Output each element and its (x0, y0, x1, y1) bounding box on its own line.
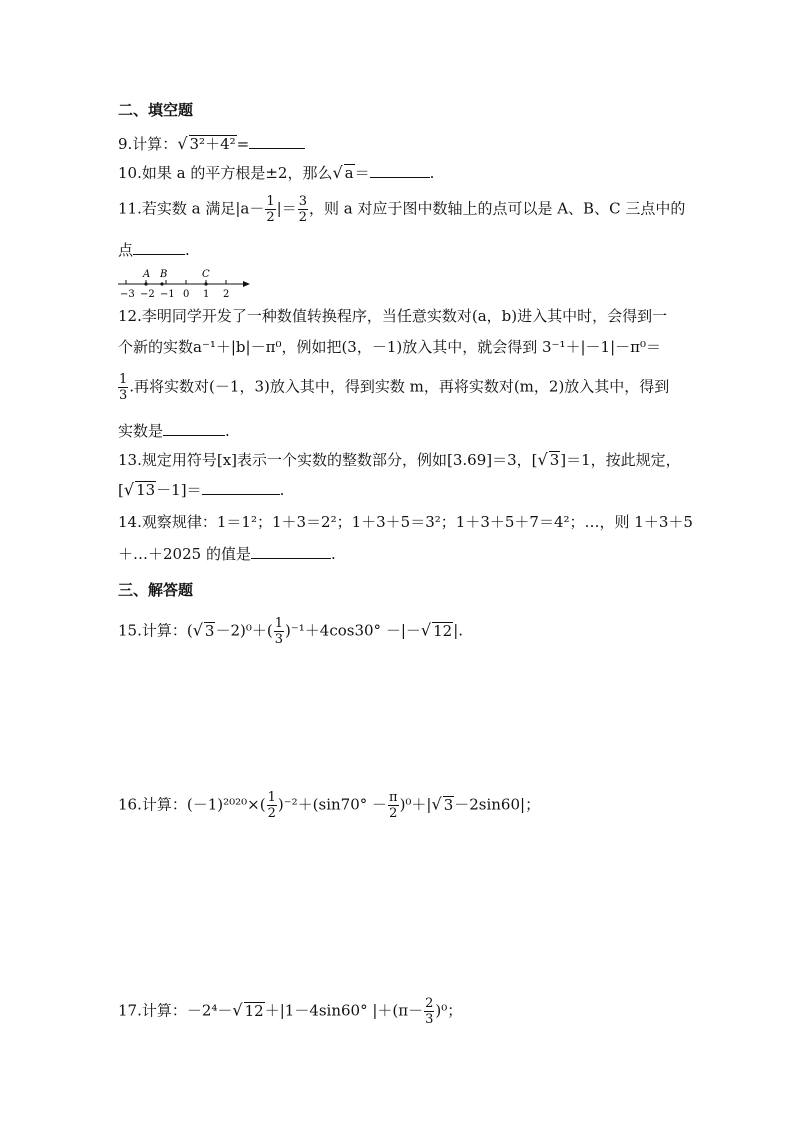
q14-line2-prefix: ＋…＋2025 的值是 (118, 545, 251, 563)
fraction (118, 372, 128, 403)
question-17 (118, 996, 462, 1027)
question-12-line2: 个新的实数a⁻¹＋|b|－π⁰，例如把(3，－1)放入其中，就会得到 3⁻¹＋|－1|－π⁰＝ (118, 338, 662, 356)
fraction-denominator: 2 (266, 210, 275, 225)
point-label-a: A (143, 269, 151, 280)
q12-line4-prefix: 实数是 (118, 422, 164, 440)
question-16 (118, 790, 540, 821)
q16-radicand: 3 (443, 795, 454, 814)
q13-radicand2: 13 (136, 481, 156, 499)
point-c-dot (204, 282, 207, 285)
section-title-fill-blank: 二、填空题 (118, 101, 194, 119)
question-15 (118, 616, 463, 647)
answer-blank[interactable] (163, 421, 225, 436)
q15-part4: |. (453, 621, 464, 640)
question-14-line1: 14.观察规律：1＝1²；1＋3＝2²；1＋3＋5＝3²；1＋3＋5＋7＝4²；…，则 1＋3＋5 (118, 513, 693, 531)
q15-part1: 15.计算：( (118, 621, 193, 640)
answer-blank[interactable] (249, 134, 305, 149)
section-title-answer: 三、解答题 (118, 581, 194, 599)
q11-part2: |＝ (276, 199, 297, 218)
fraction-numerator: 1 (274, 616, 284, 631)
q10-end: . (429, 164, 435, 182)
q17-part1: 17.计算：－2⁴－ (118, 1001, 233, 1020)
number-line-figure (116, 268, 256, 302)
question-12-line4 (118, 421, 230, 441)
question-13-line2 (118, 480, 284, 500)
fraction-numerator: π (389, 790, 398, 805)
q15-radicand1: 3 (204, 621, 215, 640)
q11-part3: ，则 a 对应于图中数轴上的点可以是 A、B、C 三点中的 (308, 199, 686, 218)
fraction (267, 790, 277, 821)
answer-blank[interactable] (370, 163, 430, 178)
q10-radicand: a (344, 164, 354, 182)
q14-line2-end: . (330, 545, 336, 563)
q15-part2: －2)⁰＋( (215, 621, 273, 640)
q11-line2-end: . (185, 241, 190, 259)
point-label-c: C (202, 269, 210, 280)
q16-part1: 16.计算：(－1)²⁰²⁰×( (118, 795, 266, 814)
question-13 (118, 450, 681, 470)
fraction-denominator: 3 (425, 1012, 434, 1027)
fraction (388, 790, 399, 821)
tick-label: −1 (160, 289, 175, 300)
answer-blank[interactable] (133, 240, 185, 255)
radical-sign-icon: √ (537, 450, 548, 469)
point-label-b: B (160, 269, 168, 280)
fraction (274, 616, 284, 647)
radical-sign-icon: √ (177, 134, 188, 153)
fraction-numerator: 1 (267, 790, 276, 805)
radical-sign-icon: √ (420, 620, 432, 640)
q15-part3: )⁻¹＋4cos30° －|－ (285, 621, 421, 640)
question-14-line2 (118, 544, 336, 564)
fraction-numerator: 1 (119, 372, 128, 387)
answer-blank[interactable] (202, 480, 280, 495)
q9-radicand: 3²＋4² (189, 135, 236, 153)
q13-line2-end: . (279, 481, 285, 499)
radical-sign-icon: √ (192, 620, 203, 640)
q10-part1: 10.如果 a 的平方根是±2，那么 (118, 164, 333, 182)
q16-part4: －2sin60|； (454, 795, 541, 814)
question-11-line2 (118, 240, 190, 260)
fraction-numerator: 3 (298, 194, 307, 209)
fraction-denominator: 3 (119, 388, 128, 403)
tick-label: −3 (120, 289, 135, 300)
fraction (424, 996, 434, 1027)
q13-line2-b: －1]＝ (156, 481, 202, 499)
q13-radicand1: 3 (549, 451, 560, 469)
q9-eq: = (236, 135, 250, 153)
radical-sign-icon: √ (123, 480, 135, 499)
radical-sign-icon: √ (232, 1000, 243, 1020)
arrow-right-icon (243, 281, 250, 287)
question-12-line1: 12.李明同学开发了一种数值转换程序，当任意实数对(a，b)进入其中时，会得到一 (118, 307, 668, 325)
fraction-numerator: 1 (266, 194, 275, 209)
q13-part1: 13.规定用符号[x]表示一个实数的整数部分，例如[3.69]＝3，[ (118, 451, 538, 469)
q10-part2: ＝ (354, 164, 370, 182)
fraction-denominator: 2 (389, 806, 398, 821)
tick-label: −2 (140, 289, 155, 300)
q17-radicand: 12 (244, 1001, 264, 1020)
q15-radicand2: 12 (433, 621, 453, 640)
point-b-dot (160, 282, 163, 285)
q13-part2: ]＝1，按此规定， (560, 451, 681, 469)
fraction-denominator: 2 (298, 210, 307, 225)
q9-prefix: 9.计算： (118, 135, 178, 153)
q11-line2-prefix: 点 (118, 241, 134, 259)
answer-blank[interactable] (251, 544, 331, 559)
fraction (265, 194, 275, 225)
q13-line2-a: [ (118, 481, 124, 499)
tick-label: 1 (203, 289, 210, 300)
radical-sign-icon: √ (332, 163, 343, 182)
q17-part3: )⁰； (435, 1001, 463, 1020)
q12-line4-end: . (225, 422, 230, 440)
q16-part3: )⁰＋| (399, 795, 432, 814)
q17-part2: ＋|1－4sin60° |＋(π－ (264, 1001, 424, 1020)
question-12-line3 (118, 372, 669, 403)
point-a-dot (144, 282, 147, 285)
question-10 (118, 163, 434, 183)
question-11 (118, 194, 685, 225)
question-9 (118, 134, 305, 154)
fraction-denominator: 3 (274, 632, 284, 647)
fraction (298, 194, 308, 225)
q12-line3-text: .再将实数对(－1，3)放入其中，得到实数 m，再将实数对(m，2)放入其中，得到 (129, 377, 670, 396)
tick-label: 2 (223, 289, 230, 300)
q11-part1: 11.若实数 a 满足|a－ (118, 199, 265, 218)
q16-part2: )⁻²＋(sin70° － (277, 795, 388, 814)
fraction-numerator: 2 (425, 996, 434, 1011)
ticks (126, 280, 226, 284)
radical-sign-icon: √ (431, 794, 442, 814)
fraction-denominator: 2 (267, 806, 276, 821)
tick-label: 0 (183, 289, 190, 300)
